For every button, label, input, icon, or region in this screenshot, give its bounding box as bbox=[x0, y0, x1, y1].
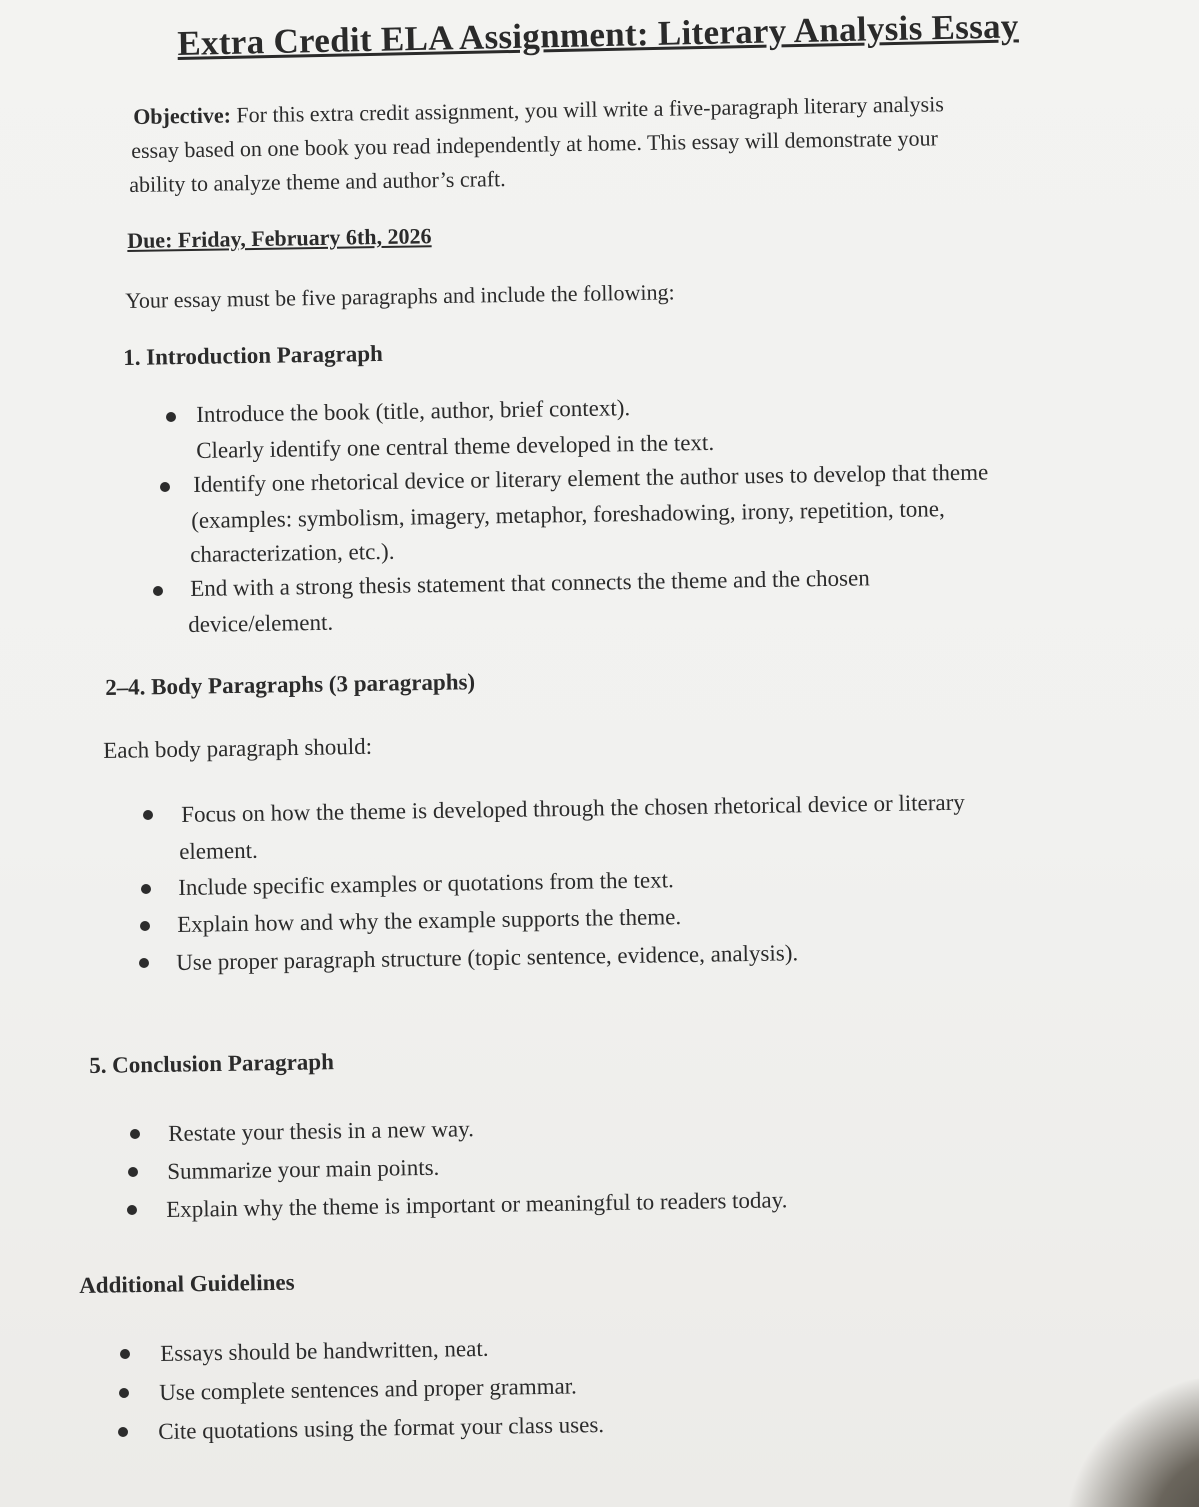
list-item: Cite quotations using the format your class uses. bbox=[158, 1411, 605, 1444]
body-subtext: Each body paragraph should: bbox=[103, 733, 373, 763]
list-item: Summarize your main points. bbox=[167, 1154, 440, 1184]
objective-line-3: ability to analyze theme and author’s craft. bbox=[129, 166, 506, 197]
bullet-icon bbox=[153, 586, 163, 596]
list-item: Essays should be handwritten, neat. bbox=[160, 1335, 489, 1366]
objective-label: Objective: bbox=[133, 102, 232, 129]
objective-text-1: For this extra credit assignment, you will write a five-paragraph literary analysis bbox=[236, 91, 944, 128]
list-item: Introduce the book (title, author, brief context). bbox=[196, 395, 631, 427]
list-item: Use complete sentences and proper grammar. bbox=[159, 1373, 578, 1405]
bullet-icon bbox=[127, 1205, 137, 1215]
list-item: Include specific examples or quotations from the text. bbox=[178, 867, 674, 900]
document-title: Extra Credit ELA Assignment: Literary Analysis Essay bbox=[177, 6, 1020, 63]
list-item: End with a strong thesis statement that connects the theme and the chosen bbox=[190, 565, 870, 601]
list-item-continuation: characterization, etc.). bbox=[190, 538, 395, 567]
page-corner-shadow bbox=[1049, 1376, 1199, 1507]
section-heading-introduction: 1. Introduction Paragraph bbox=[123, 340, 384, 370]
bullet-icon bbox=[143, 810, 153, 820]
bullet-icon bbox=[160, 482, 170, 492]
section-heading-conclusion: 5. Conclusion Paragraph bbox=[89, 1049, 335, 1078]
list-item-continuation: element. bbox=[179, 837, 258, 864]
objective-line-2: essay based on one book you read independently at home. This essay will demonstrate your bbox=[131, 125, 938, 163]
list-item-continuation: device/element. bbox=[188, 609, 334, 637]
bullet-icon bbox=[130, 1129, 140, 1139]
list-item-continuation: (examples: symbolism, imagery, metaphor, foreshadowing, irony, repetition, tone, bbox=[191, 496, 945, 533]
list-item: Focus on how the theme is developed through the chosen rhetorical device or literary bbox=[181, 789, 965, 827]
objective-line-1 bbox=[133, 91, 944, 130]
bullet-icon bbox=[141, 884, 151, 894]
list-item: Identify one rhetorical device or literary element the author uses to develop that theme bbox=[193, 459, 989, 497]
bullet-icon bbox=[128, 1167, 138, 1177]
bullet-icon bbox=[139, 958, 149, 968]
bullet-icon bbox=[166, 412, 176, 422]
bullet-icon bbox=[119, 1388, 129, 1398]
list-item-continuation: Clearly identify one central theme developed in the text. bbox=[196, 429, 715, 463]
list-item: Explain why the theme is important or meaningful to readers today. bbox=[166, 1187, 788, 1222]
list-item: Use proper paragraph structure (topic sentence, evidence, analysis). bbox=[176, 940, 799, 975]
requirements-intro: Your essay must be five paragraphs and include the following: bbox=[125, 279, 675, 313]
bullet-icon bbox=[140, 921, 150, 931]
bullet-icon bbox=[118, 1427, 128, 1437]
section-heading-guidelines: Additional Guidelines bbox=[79, 1269, 295, 1298]
due-date: Due: Friday, February 6th, 2026 bbox=[127, 223, 432, 253]
bullet-icon bbox=[120, 1349, 130, 1359]
list-item: Restate your thesis in a new way. bbox=[168, 1116, 475, 1146]
section-heading-body: 2–4. Body Paragraphs (3 paragraphs) bbox=[105, 669, 476, 700]
list-item: Explain how and why the example supports the theme. bbox=[177, 904, 682, 937]
